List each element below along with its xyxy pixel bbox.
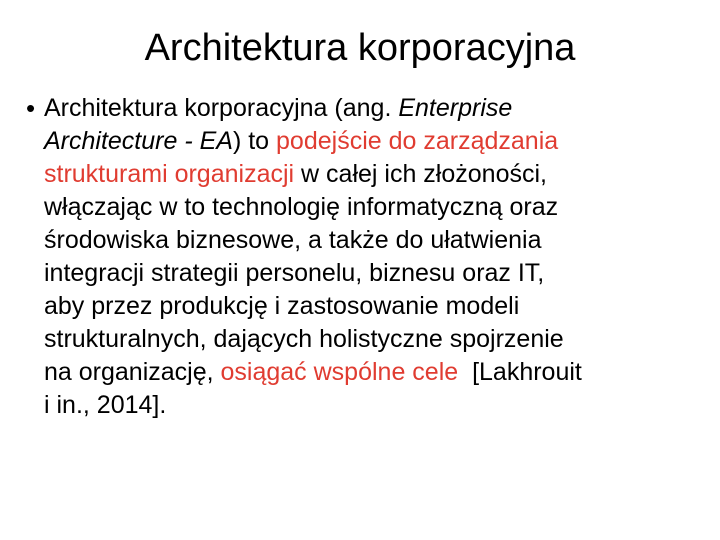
paragraph-line-5: środowiska biznesowe, a także do ułatwienia bbox=[44, 226, 542, 254]
paragraph-line-8: strukturalnych, dających holistyczne spojrzenie bbox=[44, 325, 564, 353]
paragraph-line-7: aby przez produkcję i zastosowanie modeli bbox=[44, 292, 520, 320]
text-segment: ) to bbox=[232, 127, 277, 155]
paragraph-line-10: i in., 2014]. bbox=[44, 391, 167, 419]
text-italic-segment: Architecture - EA bbox=[44, 127, 233, 155]
highlight-text: strukturami organizacji bbox=[44, 160, 295, 188]
paragraph-line-4: włączając w to technologię informatyczną oraz bbox=[44, 193, 559, 221]
highlight-text: podejście do zarządzania bbox=[276, 127, 559, 155]
bullet-paragraph bbox=[44, 92, 720, 422]
highlight-text: osiągać wspólne cele bbox=[220, 358, 459, 386]
slide-title: Architektura korporacyjna bbox=[144, 27, 576, 69]
paragraph-line-3 bbox=[44, 158, 720, 191]
text-segment: na organizację, bbox=[44, 358, 221, 386]
paragraph-line-2 bbox=[44, 125, 720, 158]
text-segment: Architektura korporacyjna (ang. bbox=[44, 94, 399, 122]
text-italic-segment: Enterprise bbox=[398, 94, 513, 122]
citation-text: [Lakhrouit bbox=[458, 358, 582, 386]
paragraph-line-6: integracji strategii personelu, biznesu oraz IT, bbox=[44, 259, 545, 287]
bullet-glyph: • bbox=[26, 93, 36, 123]
paragraph-line-1 bbox=[44, 92, 720, 125]
text-segment: w całej ich złożoności, bbox=[294, 160, 547, 188]
paragraph-line-9 bbox=[44, 356, 720, 389]
